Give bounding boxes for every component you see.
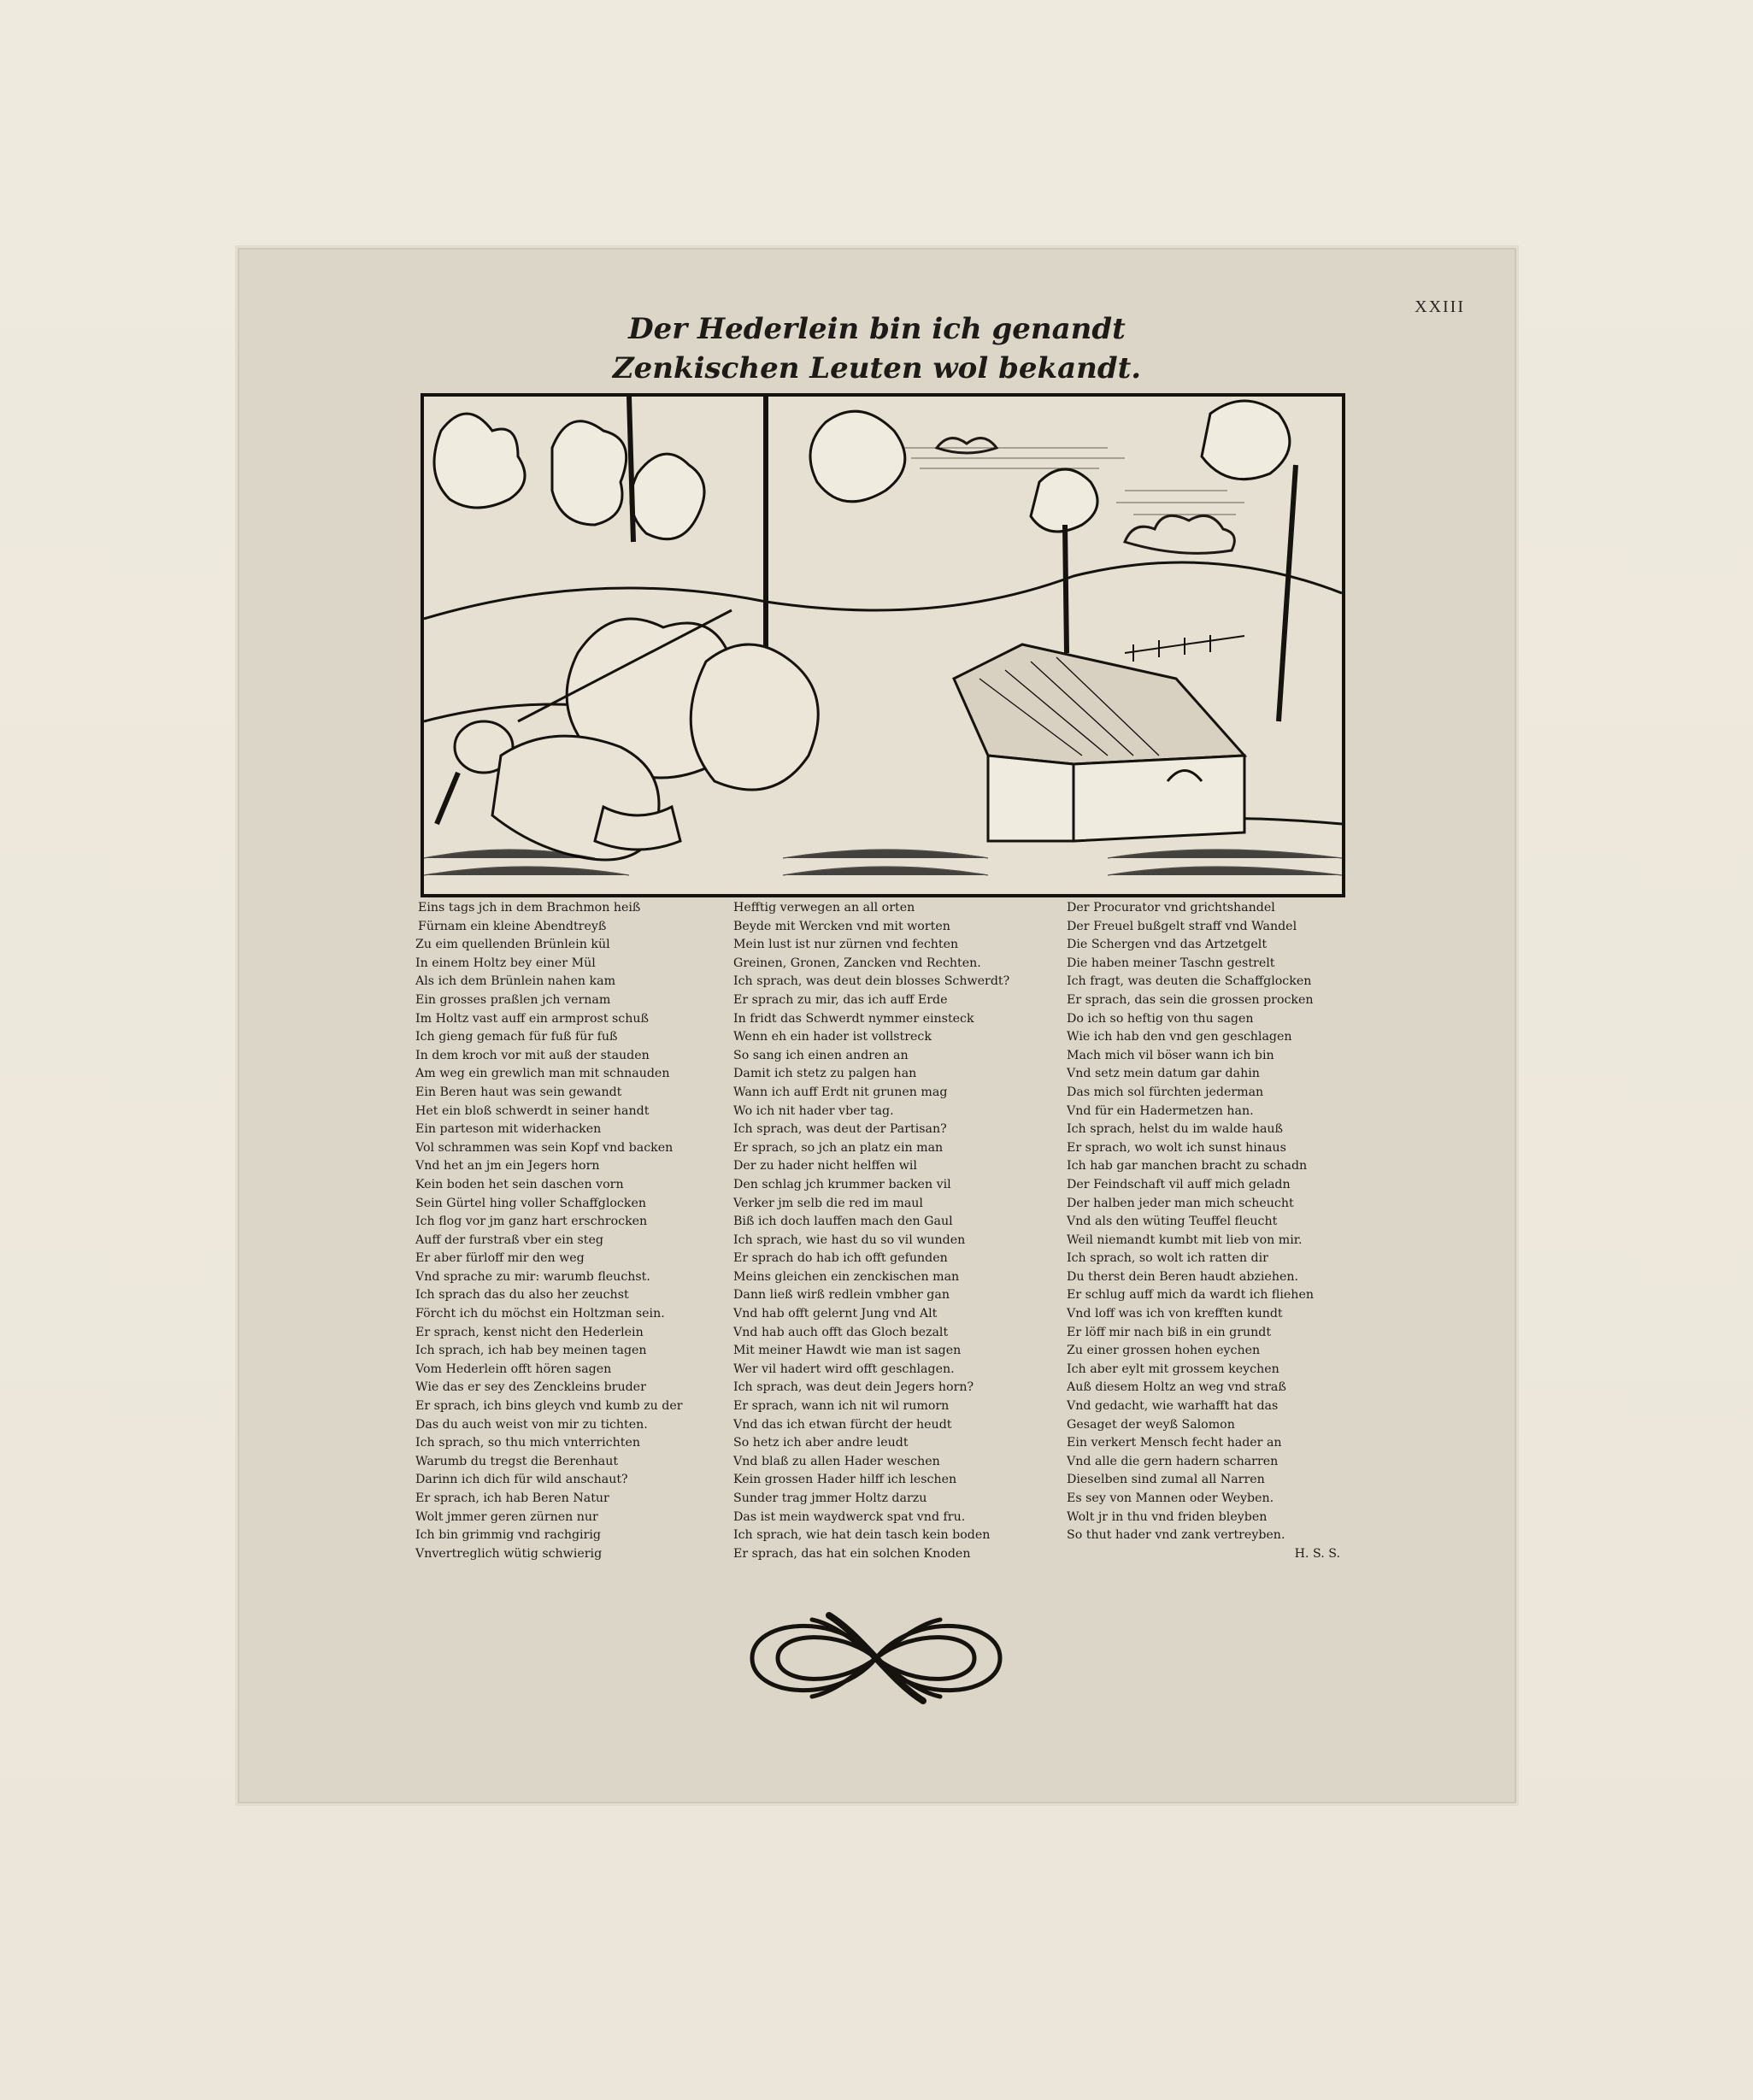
verse-line: Er löff mir nach biß in ein grundt: [1067, 1325, 1272, 1339]
verse-line: Wie das er sey des Zenckleins bruder: [415, 1380, 646, 1395]
verse-line: Wolt jmmer geren zürnen nur: [415, 1509, 598, 1524]
verse-line: Kein boden het sein daschen vorn: [415, 1177, 624, 1191]
verse-line: Vnd hab auch offt das Gloch bezalt: [733, 1325, 949, 1339]
verse-line: Biß ich doch lauffen mach den Gaul: [733, 1215, 953, 1229]
verse-line: Vnvertreglich wütig schwierig: [415, 1546, 603, 1561]
verse-line: Gesaget der weyß Salomon: [1067, 1417, 1235, 1432]
verse-line: Vnd gedacht, wie warhafft hat das: [1067, 1399, 1279, 1414]
title-line-1: Der Hederlein bin ich genandt: [628, 312, 1126, 346]
verse-line: Ein Beren haut was sein gewandt: [415, 1085, 622, 1099]
verse-line: Ich sprach, so wolt ich ratten dir: [1067, 1251, 1268, 1266]
verse-line: Auß diesem Holtz an weg vnd straß: [1067, 1380, 1286, 1395]
verse-line: Der halben jeder man mich scheucht: [1067, 1196, 1294, 1210]
verse-line: Vol schrammen was sein Kopf vnd backen: [415, 1140, 674, 1155]
verse-line: Wann ich auff Erdt nit grunen mag: [733, 1085, 948, 1099]
verse-line: Mach mich vil böser wann ich bin: [1067, 1048, 1274, 1062]
verse-line: Er sprach, wann ich nit wil rumorn: [733, 1399, 950, 1414]
verse-line: Ich sprach, helst du im walde hauß: [1067, 1122, 1284, 1137]
verse-line: Sunder trag jmmer Holtz darzu: [733, 1491, 927, 1505]
verse-line: Du therst dein Beren haudt abziehen.: [1067, 1269, 1298, 1284]
verse-line: Verker jm selb die red im maul: [733, 1196, 923, 1210]
verse-line: Greinen, Gronen, Zancken vnd Rechten.: [733, 956, 981, 970]
calligraphic-flourish-icon: [735, 1603, 1017, 1717]
verse-line: Vnd setz mein datum gar dahin: [1067, 1067, 1260, 1081]
verse-line: Vnd loff was ich von krefften kundt: [1067, 1307, 1283, 1321]
verse-line: Dieselben sind zumal all Narren: [1067, 1473, 1265, 1487]
verse-line: In fridt das Schwerdt nymmer einsteck: [733, 1011, 974, 1026]
verse-line: Ich sprach, was deut der Partisan?: [733, 1122, 947, 1137]
verse-line: Ich fragt, was deuten die Schaffglocken: [1067, 974, 1312, 989]
verse-line: Der Freuel bußgelt straff vnd Wandel: [1067, 919, 1297, 933]
verse-line: Er sprach, ich bins gleych vnd kumb zu der: [415, 1399, 683, 1414]
verse-line: In dem kroch vor mit auß der stauden: [415, 1048, 650, 1062]
verse-line: Meins gleichen ein zenckischen man: [733, 1269, 960, 1284]
verse-line: Er sprach, wo wolt ich sunst hinaus: [1067, 1140, 1286, 1155]
verse-line: Im Holtz vast auff ein armprost schuß: [415, 1011, 650, 1026]
verse-line: Vnd für ein Hadermetzen han.: [1067, 1103, 1254, 1118]
title-line-2: Zenkischen Leuten wol bekandt.: [612, 351, 1142, 385]
verse-line: Damit ich stetz zu palgen han: [733, 1067, 917, 1081]
verse-line: Wenn eh ein hader ist vollstreck: [733, 1030, 932, 1044]
signature: H. S. S.: [1294, 1546, 1340, 1561]
verse-line: Vom Hederlein offt hören sagen: [415, 1362, 612, 1376]
verse-line: Vnd het an jm ein Jegers horn: [415, 1159, 600, 1174]
verse-line: Das du auch weist von mir zu tichten.: [415, 1417, 648, 1432]
verse-line: Het ein bloß schwerdt in seiner handt: [415, 1103, 650, 1118]
verse-line: Vnd als den wüting Teuffel fleucht: [1067, 1215, 1278, 1229]
poem-column-3: [1067, 899, 1391, 1563]
verse-line: Vnd sprache zu mir: warumb fleuchst.: [415, 1269, 650, 1284]
verse-line: Er aber fürloff mir den weg: [415, 1251, 585, 1266]
verse-line: Ein grosses praßlen jch vernam: [415, 992, 611, 1007]
verse-line: Der Feindschaft vil auff mich geladn: [1067, 1177, 1291, 1191]
verse-line: Wolt jr in thu vnd friden bleyben: [1067, 1509, 1268, 1524]
verse-line: Ich sprach das du also her zeuchst: [415, 1288, 629, 1303]
verse-line: Er sprach, ich hab Beren Natur: [415, 1491, 609, 1505]
verse-line: Zu eim quellenden Brünlein kül: [415, 938, 610, 952]
verse-line: Den schlag jch krummer backen vil: [733, 1177, 951, 1191]
verse-line: Er sprach do hab ich offt gefunden: [733, 1251, 948, 1266]
verse-line: Dann ließ wirß redlein vmbher gan: [733, 1288, 950, 1303]
verse-line: Förcht ich du möchst ein Holtzman sein.: [415, 1307, 665, 1321]
verse-line: Ich gieng gemach für fuß für fuß: [415, 1030, 618, 1044]
verse-line: Es sey von Mannen oder Weyben.: [1067, 1491, 1274, 1505]
verse-line: Darinn ich dich für wild anschaut?: [415, 1473, 628, 1487]
verse-line: Kein grossen Hader hilff ich leschen: [733, 1473, 957, 1487]
verse-line: Wer vil hadert wird offt geschlagen.: [733, 1362, 955, 1376]
verse-line: Wo ich nit hader vber tag.: [733, 1103, 894, 1118]
verse-line: Er sprach, kenst nicht den Hederlein: [415, 1325, 644, 1339]
verse-line: Vnd blaß zu allen Hader weschen: [733, 1454, 940, 1468]
verse-line: Ich flog vor jm ganz hart erschrocken: [415, 1215, 648, 1229]
verse-line: Weil niemandt kumbt mit lieb von mir.: [1067, 1232, 1303, 1247]
verse-line: Das mich sol fürchten jederman: [1067, 1085, 1264, 1099]
verse-line: Eins tags jch in dem Brachmon heiß: [418, 901, 641, 915]
verse-line: In einem Holtz bey einer Mül: [415, 956, 596, 970]
verse-line: Fürnam ein kleine Abendtreyß: [418, 919, 607, 933]
verse-line: Ich hab gar manchen bracht zu schadn: [1067, 1159, 1308, 1174]
verse-line: Ich aber eylt mit grossem keychen: [1067, 1362, 1279, 1376]
verse-line: Mit meiner Hawdt wie man ist sagen: [733, 1344, 962, 1358]
verse-line: Sein Gürtel hing voller Schaffglocken: [415, 1196, 646, 1210]
verse-line: Er schlug auff mich da wardt ich fliehen: [1067, 1288, 1314, 1303]
verse-line: Auff der furstraß vber ein steg: [415, 1232, 603, 1247]
verse-line: Ich sprach, was deut dein blosses Schwerdt?: [733, 974, 1010, 989]
verse-line: Er sprach, das hat ein solchen Knoden: [733, 1546, 971, 1561]
verse-line: Vnd hab offt gelernt Jung vnd Alt: [733, 1307, 938, 1321]
verse-line: Wie ich hab den vnd gen geschlagen: [1067, 1030, 1292, 1044]
verse-line: Er sprach zu mir, das ich auff Erde: [733, 992, 948, 1007]
verse-line: Das ist mein waydwerck spat vnd fru.: [733, 1509, 966, 1524]
verse-line: Ich sprach, ich hab bey meinen tagen: [415, 1344, 647, 1358]
verse-line: So sang ich einen andren an: [733, 1048, 909, 1062]
verse-line: So hetz ich aber andre leudt: [733, 1436, 909, 1450]
verse-line: Vnd alle die gern hadern scharren: [1067, 1454, 1279, 1468]
verse-line: Ein verkert Mensch fecht hader an: [1067, 1436, 1282, 1450]
verse-line: So thut hader vnd zank vertreyben.: [1067, 1528, 1285, 1543]
verse-line: Der Procurator vnd grichtshandel: [1067, 901, 1275, 915]
verse-line: Warumb du tregst die Berenhaut: [415, 1454, 619, 1468]
verse-line: Ich sprach, so thu mich vnterrichten: [415, 1436, 640, 1450]
verse-line: Zu einer grossen hohen eychen: [1067, 1344, 1261, 1358]
verse-line: Die haben meiner Taschn gestrelt: [1067, 956, 1275, 970]
print-sheet: [238, 248, 1516, 1803]
woodcut-illustration: [421, 393, 1345, 897]
page-title: [238, 309, 1516, 388]
verse-line: Ich sprach, wie hat dein tasch kein boden: [733, 1528, 991, 1543]
verse-line: Als ich dem Brünlein nahen kam: [415, 974, 616, 989]
verse-line: Vnd das ich etwan fürcht der heudt: [733, 1417, 952, 1432]
verse-line: Er sprach, das sein die grossen procken: [1067, 992, 1314, 1007]
poem-column-1: [415, 899, 740, 1563]
poem-column-2: [733, 899, 1058, 1563]
verse-line: Ich sprach, was deut dein Jegers horn?: [733, 1380, 974, 1395]
verse-line: Ich sprach, wie hast du so vil wunden: [733, 1232, 966, 1247]
folio-number: XXIII: [1415, 297, 1465, 316]
verse-line: Hefftig verwegen an all orten: [733, 901, 915, 915]
verse-line: Der zu hader nicht helffen wil: [733, 1159, 917, 1174]
verse-line: Die Schergen vnd das Artzetgelt: [1067, 938, 1268, 952]
verse-line: Ich bin grimmig vnd rachgirig: [415, 1528, 601, 1543]
verse-line: Er sprach, so jch an platz ein man: [733, 1140, 944, 1155]
verse-line: Am weg ein grewlich man mit schnauden: [415, 1067, 670, 1081]
verse-line: Do ich so heftig von thu sagen: [1067, 1011, 1254, 1026]
verse-line: Ein parteson mit widerhacken: [415, 1122, 602, 1137]
verse-line: Mein lust ist nur zürnen vnd fechten: [733, 938, 959, 952]
verse-line: Beyde mit Wercken vnd mit worten: [733, 919, 950, 933]
